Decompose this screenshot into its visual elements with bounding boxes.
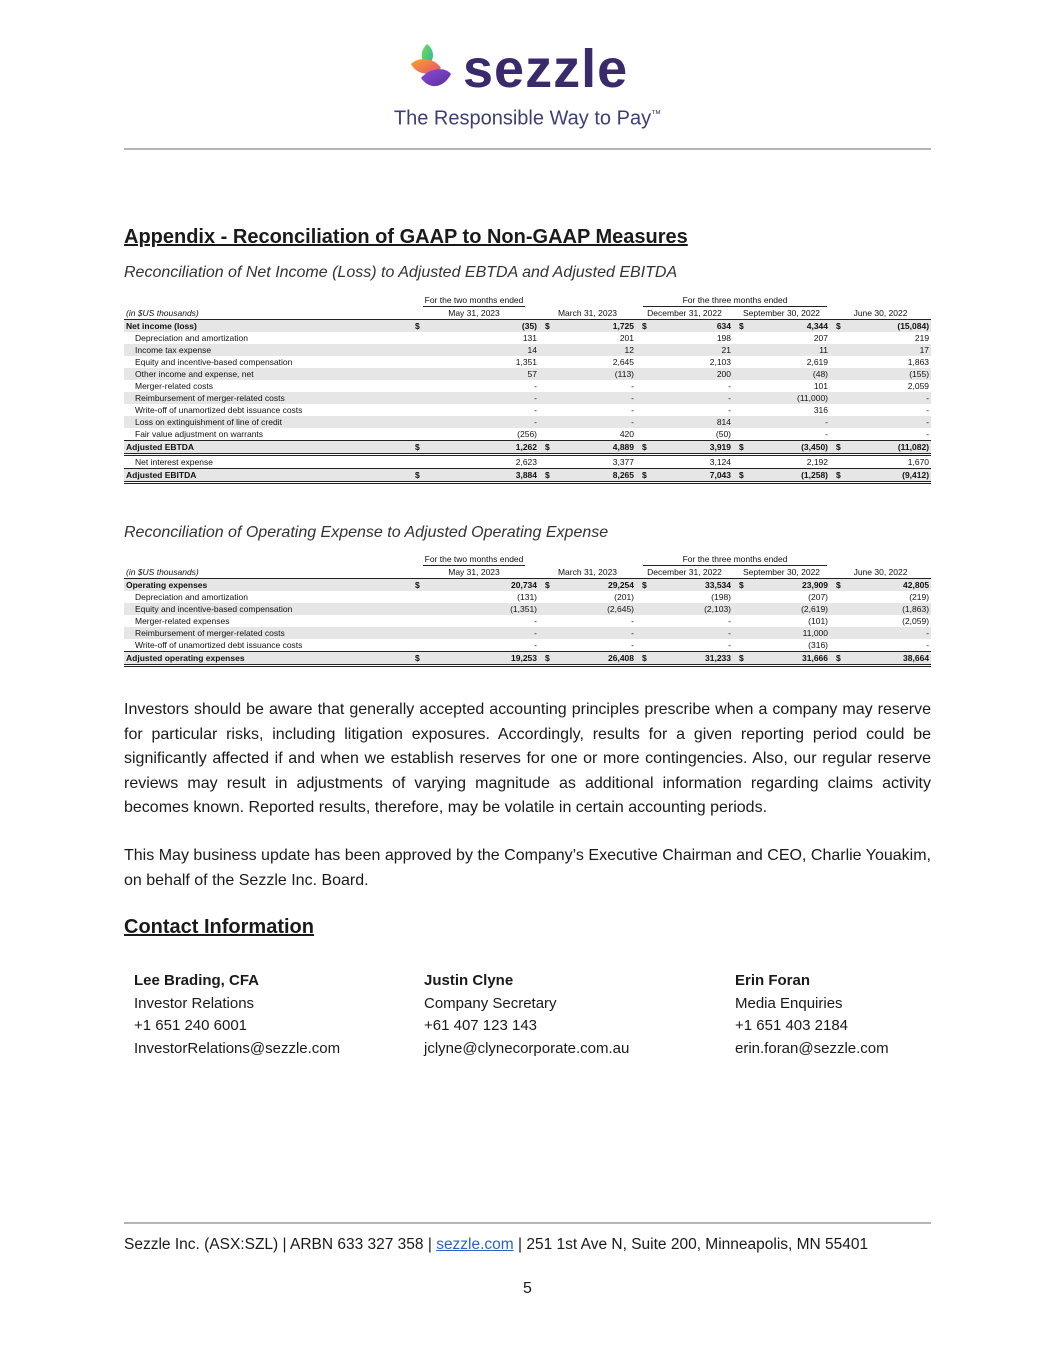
contact-name: Erin Foran bbox=[735, 972, 811, 989]
col-header: June 30, 2022 bbox=[830, 566, 931, 579]
contact-card bbox=[424, 970, 629, 1060]
currency-symbol bbox=[636, 392, 650, 404]
row-label: Income tax expense bbox=[124, 344, 409, 356]
row-value: (155) bbox=[844, 368, 931, 380]
table-row bbox=[124, 627, 931, 639]
currency-symbol bbox=[830, 615, 844, 627]
currency-symbol: $ bbox=[733, 320, 747, 333]
table-row bbox=[124, 416, 931, 428]
currency-symbol bbox=[830, 428, 844, 441]
currency-symbol bbox=[830, 344, 844, 356]
currency-symbol bbox=[539, 356, 553, 368]
row-value: 38,664 bbox=[844, 652, 931, 666]
row-value: (2,645) bbox=[553, 603, 636, 615]
table-column-header bbox=[124, 566, 931, 579]
table-column-header bbox=[124, 307, 931, 320]
row-value: 2,192 bbox=[806, 457, 829, 467]
currency-symbol bbox=[409, 416, 423, 428]
row-value: 3,884 bbox=[423, 469, 539, 483]
currency-symbol bbox=[539, 368, 553, 380]
contact-role: Media Enquiries bbox=[735, 994, 843, 1012]
currency-symbol bbox=[830, 639, 844, 652]
contact-role: Company Secretary bbox=[424, 994, 557, 1012]
row-value: 1,725 bbox=[553, 320, 636, 333]
currency-symbol bbox=[830, 404, 844, 416]
sezzle-logo-text: sezzle bbox=[463, 39, 629, 99]
currency-symbol bbox=[409, 404, 423, 416]
currency-symbol bbox=[409, 380, 423, 392]
row-label: Write-off of unamortized debt issuance costs bbox=[135, 405, 303, 415]
contact-title: Contact Information bbox=[124, 916, 314, 938]
row-value: 634 bbox=[650, 320, 733, 333]
currency-symbol: $ bbox=[409, 579, 423, 592]
table-group-header bbox=[124, 294, 931, 307]
row-label: Depreciation and amortization bbox=[135, 592, 248, 602]
footer-divider bbox=[124, 1222, 931, 1224]
group-two-months: For the two months ended bbox=[424, 554, 524, 564]
group-two-months: For the two months ended bbox=[424, 295, 524, 305]
contact-email[interactable]: erin.foran@sezzle.com bbox=[735, 1039, 889, 1057]
row-value: - bbox=[534, 640, 538, 650]
row-label: Equity and incentive-based compensation bbox=[124, 603, 409, 615]
currency-symbol: $ bbox=[636, 441, 650, 455]
row-value: (48) bbox=[747, 368, 830, 380]
row-value: - bbox=[825, 429, 829, 439]
currency-symbol bbox=[830, 380, 844, 392]
contact-card bbox=[134, 970, 340, 1060]
row-label: Operating expenses bbox=[124, 579, 409, 592]
row-value: - bbox=[423, 627, 539, 639]
table-row bbox=[124, 579, 931, 592]
currency-symbol bbox=[539, 344, 553, 356]
row-value: 2,623 bbox=[515, 457, 538, 467]
row-value: (2,619) bbox=[747, 603, 830, 615]
col-header: September 30, 2022 bbox=[733, 307, 830, 320]
row-value: 14 bbox=[423, 344, 539, 356]
table-row bbox=[124, 320, 931, 333]
row-value: 7,043 bbox=[650, 469, 733, 483]
footer-website-link[interactable]: sezzle.com bbox=[436, 1236, 514, 1253]
currency-symbol bbox=[409, 356, 423, 368]
page-footer bbox=[124, 1235, 931, 1255]
currency-symbol bbox=[636, 380, 650, 392]
row-value: - bbox=[926, 640, 930, 650]
currency-symbol bbox=[830, 368, 844, 380]
currency-symbol: $ bbox=[636, 579, 650, 592]
currency-symbol: $ bbox=[539, 579, 553, 592]
row-value: (3,450) bbox=[747, 441, 830, 455]
row-value: (201) bbox=[614, 592, 635, 602]
row-value: (35) bbox=[423, 320, 539, 333]
currency-symbol bbox=[409, 591, 423, 603]
currency-symbol bbox=[409, 344, 423, 356]
currency-symbol bbox=[409, 332, 423, 344]
currency-symbol bbox=[409, 615, 423, 627]
currency-symbol bbox=[539, 428, 553, 441]
row-label: Write-off of unamortized debt issuance costs bbox=[135, 640, 303, 650]
currency-symbol: $ bbox=[409, 652, 423, 666]
table-group-header bbox=[124, 553, 931, 566]
row-value: 2,645 bbox=[612, 357, 635, 367]
contact-phone[interactable]: +1 651 240 6001 bbox=[134, 1017, 248, 1034]
unit-label: (in $US thousands) bbox=[124, 566, 409, 579]
row-label: Reimbursement of merger-related costs bbox=[124, 627, 409, 639]
row-value: - bbox=[553, 627, 636, 639]
row-value: 57 bbox=[423, 368, 539, 380]
currency-symbol bbox=[733, 455, 747, 469]
risk-disclosure-paragraph: Investors should be aware that generally accepted accounting principles prescribe when a company may reserve for particular risks, including litigation exposures. Accordingly, results for a given reporting period could be significantly affected if and when we establish reserves for one or more contingencies. Also, our regular reserve reviews may result in adjustments of varying magnitude as additional information regarding claims activity becomes known. Reported results, therefore, may be volatile in certain accounting periods. bbox=[124, 701, 931, 816]
row-value: - bbox=[423, 416, 539, 428]
currency-symbol bbox=[830, 392, 844, 404]
row-value: (2,059) bbox=[902, 616, 930, 626]
row-value: - bbox=[728, 381, 732, 391]
row-value: (1,258) bbox=[747, 469, 830, 483]
col-header: March 31, 2023 bbox=[539, 566, 636, 579]
contact-phone[interactable]: +1 651 403 2184 bbox=[735, 1017, 849, 1034]
approval-paragraph: This May business update has been approved by the Company’s Executive Chairman and CEO, Charlie Youakim, on behalf of the Sezzle Inc. Board. bbox=[124, 847, 931, 889]
row-value: - bbox=[631, 381, 635, 391]
currency-symbol bbox=[539, 639, 553, 652]
table-row bbox=[124, 368, 931, 380]
row-label: Depreciation and amortization bbox=[135, 333, 248, 343]
table-row bbox=[124, 469, 931, 483]
currency-symbol bbox=[733, 615, 747, 627]
currency-symbol bbox=[636, 603, 650, 615]
currency-symbol: $ bbox=[539, 441, 553, 455]
currency-symbol bbox=[636, 368, 650, 380]
currency-symbol bbox=[636, 455, 650, 469]
currency-symbol bbox=[733, 344, 747, 356]
currency-symbol bbox=[539, 332, 553, 344]
row-value: (11,000) bbox=[747, 392, 830, 404]
currency-symbol bbox=[636, 591, 650, 603]
row-value: - bbox=[631, 640, 635, 650]
currency-symbol bbox=[539, 392, 553, 404]
appendix-title: Appendix - Reconciliation of GAAP to Non-GAAP Measures bbox=[124, 226, 688, 248]
row-value: 31,233 bbox=[650, 652, 733, 666]
row-value: 4,344 bbox=[747, 320, 830, 333]
row-value: 11 bbox=[747, 344, 830, 356]
currency-symbol bbox=[409, 627, 423, 639]
row-value: 11,000 bbox=[747, 627, 830, 639]
row-value: 29,254 bbox=[553, 579, 636, 592]
currency-symbol bbox=[830, 603, 844, 615]
row-value: (207) bbox=[808, 592, 829, 602]
row-label: Merger-related costs bbox=[135, 381, 213, 391]
tagline-text: The Responsible Way to Pay bbox=[393, 107, 652, 130]
col-header: September 30, 2022 bbox=[733, 566, 830, 579]
table-row bbox=[124, 380, 931, 392]
row-value: 2,619 bbox=[806, 357, 829, 367]
row-value: 42,805 bbox=[844, 579, 931, 592]
currency-symbol bbox=[830, 332, 844, 344]
row-value: 316 bbox=[813, 405, 829, 415]
row-value: 219 bbox=[914, 333, 930, 343]
row-value: - bbox=[844, 416, 931, 428]
currency-symbol: $ bbox=[636, 320, 650, 333]
row-value: 1,351 bbox=[515, 357, 538, 367]
currency-symbol: $ bbox=[636, 652, 650, 666]
row-value: 1,670 bbox=[907, 457, 930, 467]
currency-symbol bbox=[733, 356, 747, 368]
currency-symbol bbox=[830, 627, 844, 639]
row-value: 33,534 bbox=[650, 579, 733, 592]
currency-symbol bbox=[733, 416, 747, 428]
currency-symbol bbox=[830, 356, 844, 368]
row-value: 1,863 bbox=[907, 357, 930, 367]
row-label: Adjusted EBITDA bbox=[124, 469, 409, 483]
table-row bbox=[124, 441, 931, 455]
currency-symbol: $ bbox=[539, 469, 553, 483]
table-row bbox=[124, 428, 931, 441]
currency-symbol bbox=[409, 455, 423, 469]
row-label: Net interest expense bbox=[135, 457, 213, 467]
row-value: 198 bbox=[716, 333, 732, 343]
row-value: 21 bbox=[650, 344, 733, 356]
contact-card bbox=[735, 970, 889, 1060]
contact-name: Lee Brading, CFA bbox=[134, 972, 260, 989]
currency-symbol bbox=[733, 332, 747, 344]
row-value: (256) bbox=[517, 429, 538, 439]
row-value: 200 bbox=[650, 368, 733, 380]
unit-label: (in $US thousands) bbox=[124, 307, 409, 320]
row-label: Fair value adjustment on warrants bbox=[135, 429, 264, 439]
currency-symbol bbox=[733, 591, 747, 603]
row-value: 1,262 bbox=[423, 441, 539, 455]
table-row bbox=[124, 603, 931, 615]
currency-symbol bbox=[539, 455, 553, 469]
group-three-months: For the three months ended bbox=[643, 553, 828, 566]
currency-symbol bbox=[733, 404, 747, 416]
page-header bbox=[0, 38, 1055, 133]
currency-symbol bbox=[733, 639, 747, 652]
row-value: - bbox=[553, 416, 636, 428]
currency-symbol bbox=[636, 356, 650, 368]
row-value: (316) bbox=[808, 640, 829, 650]
currency-symbol bbox=[636, 344, 650, 356]
row-value: 2,103 bbox=[709, 357, 732, 367]
row-value: 17 bbox=[844, 344, 931, 356]
currency-symbol: $ bbox=[409, 469, 423, 483]
currency-symbol bbox=[636, 615, 650, 627]
row-value: - bbox=[534, 381, 538, 391]
row-value: - bbox=[650, 392, 733, 404]
row-label: Reimbursement of merger-related costs bbox=[124, 392, 409, 404]
row-value: - bbox=[631, 405, 635, 415]
currency-symbol bbox=[539, 591, 553, 603]
table-row bbox=[124, 591, 931, 603]
currency-symbol bbox=[733, 368, 747, 380]
currency-symbol bbox=[636, 639, 650, 652]
row-label: Equity and incentive-based compensation bbox=[135, 357, 293, 367]
currency-symbol bbox=[539, 380, 553, 392]
currency-symbol bbox=[539, 615, 553, 627]
currency-symbol bbox=[636, 332, 650, 344]
row-value: 23,909 bbox=[747, 579, 830, 592]
table-row bbox=[124, 344, 931, 356]
row-label: Merger-related expenses bbox=[135, 616, 230, 626]
row-value: - bbox=[728, 616, 732, 626]
currency-symbol bbox=[733, 392, 747, 404]
contact-phone[interactable]: +61 407 123 143 bbox=[424, 1017, 538, 1034]
currency-symbol: $ bbox=[830, 579, 844, 592]
table-row bbox=[124, 455, 931, 469]
row-label: Net income (loss) bbox=[124, 320, 409, 333]
row-label: Loss on extinguishment of line of credit bbox=[124, 416, 409, 428]
currency-symbol bbox=[636, 404, 650, 416]
currency-symbol bbox=[539, 416, 553, 428]
currency-symbol bbox=[733, 603, 747, 615]
row-value: - bbox=[844, 392, 931, 404]
row-value: - bbox=[534, 405, 538, 415]
row-value: (1,863) bbox=[844, 603, 931, 615]
row-value: 12 bbox=[553, 344, 636, 356]
col-header: May 31, 2023 bbox=[409, 307, 539, 320]
table-row bbox=[124, 404, 931, 416]
header-divider bbox=[124, 148, 931, 150]
row-value: (50) bbox=[715, 429, 732, 439]
currency-symbol: $ bbox=[733, 469, 747, 483]
row-value: - bbox=[844, 627, 931, 639]
row-value: 2,059 bbox=[907, 381, 930, 391]
table-row bbox=[124, 332, 931, 344]
row-value: (198) bbox=[711, 592, 732, 602]
row-value: (1,351) bbox=[423, 603, 539, 615]
table-row bbox=[124, 392, 931, 404]
currency-symbol: $ bbox=[636, 469, 650, 483]
group-three-months: For the three months ended bbox=[643, 294, 828, 307]
col-header: March 31, 2023 bbox=[539, 307, 636, 320]
currency-symbol: $ bbox=[830, 441, 844, 455]
sezzle-logo-icon bbox=[405, 42, 455, 100]
row-value: (131) bbox=[517, 592, 538, 602]
currency-symbol bbox=[409, 639, 423, 652]
row-value: 3,124 bbox=[709, 457, 732, 467]
currency-symbol: $ bbox=[830, 320, 844, 333]
currency-symbol: $ bbox=[733, 579, 747, 592]
row-value: - bbox=[631, 616, 635, 626]
footer-company-info: Sezzle Inc. (ASX:SZL) | ARBN 633 327 358 | bbox=[124, 1236, 437, 1253]
row-value: - bbox=[728, 640, 732, 650]
row-value: 4,889 bbox=[553, 441, 636, 455]
currency-symbol bbox=[539, 603, 553, 615]
row-value: - bbox=[728, 405, 732, 415]
currency-symbol: $ bbox=[830, 469, 844, 483]
row-value: (219) bbox=[909, 592, 930, 602]
ebitda-table bbox=[124, 294, 931, 484]
row-label: Adjusted operating expenses bbox=[124, 652, 409, 666]
row-value: - bbox=[650, 627, 733, 639]
currency-symbol: $ bbox=[409, 320, 423, 333]
currency-symbol bbox=[636, 428, 650, 441]
col-header: December 31, 2022 bbox=[636, 307, 733, 320]
col-header: December 31, 2022 bbox=[636, 566, 733, 579]
row-label: Other income and expense, net bbox=[124, 368, 409, 380]
row-value: - bbox=[926, 429, 930, 439]
currency-symbol bbox=[733, 380, 747, 392]
footer-address: | 251 1st Ave N, Suite 200, Minneapolis, MN 55401 bbox=[513, 1236, 869, 1253]
contact-role: Investor Relations bbox=[134, 994, 255, 1012]
row-value: 207 bbox=[813, 333, 829, 343]
currency-symbol bbox=[733, 627, 747, 639]
row-value: 3,377 bbox=[612, 457, 635, 467]
table-row bbox=[124, 356, 931, 368]
tagline bbox=[0, 102, 1055, 132]
row-value: 201 bbox=[619, 333, 635, 343]
row-value: - bbox=[926, 405, 930, 415]
currency-symbol bbox=[409, 368, 423, 380]
col-header: June 30, 2022 bbox=[830, 307, 931, 320]
row-value: 420 bbox=[619, 429, 635, 439]
row-value: (9,412) bbox=[844, 469, 931, 483]
currency-symbol: $ bbox=[539, 652, 553, 666]
row-value: (11,082) bbox=[844, 441, 931, 455]
row-value: 814 bbox=[650, 416, 733, 428]
opex-table bbox=[124, 553, 931, 667]
row-value: 31,666 bbox=[747, 652, 830, 666]
currency-symbol bbox=[830, 591, 844, 603]
row-value: 101 bbox=[813, 381, 829, 391]
row-value: 3,919 bbox=[650, 441, 733, 455]
table-row bbox=[124, 652, 931, 666]
row-value: (2,103) bbox=[650, 603, 733, 615]
table-row bbox=[124, 639, 931, 652]
trademark-mark: ™ bbox=[651, 109, 662, 120]
currency-symbol bbox=[733, 428, 747, 441]
currency-symbol bbox=[539, 404, 553, 416]
row-value: 20,734 bbox=[423, 579, 539, 592]
row-value: (101) bbox=[808, 616, 829, 626]
contact-name: Justin Clyne bbox=[424, 972, 514, 989]
row-value: 26,408 bbox=[553, 652, 636, 666]
currency-symbol: $ bbox=[830, 652, 844, 666]
table-row bbox=[124, 615, 931, 627]
ebitda-subtitle: Reconciliation of Net Income (Loss) to Adjusted EBTDA and Adjusted EBITDA bbox=[124, 264, 678, 281]
opex-subtitle: Reconciliation of Operating Expense to Adjusted Operating Expense bbox=[124, 524, 609, 541]
currency-symbol bbox=[636, 416, 650, 428]
row-value: (15,084) bbox=[844, 320, 931, 333]
row-label: Adjusted EBTDA bbox=[124, 441, 409, 455]
currency-symbol: $ bbox=[409, 441, 423, 455]
row-value: - bbox=[423, 392, 539, 404]
contact-email[interactable]: InvestorRelations@sezzle.com bbox=[134, 1039, 341, 1057]
currency-symbol bbox=[409, 428, 423, 441]
row-value: - bbox=[747, 416, 830, 428]
currency-symbol: $ bbox=[733, 441, 747, 455]
row-value: 131 bbox=[522, 333, 538, 343]
row-value: - bbox=[553, 392, 636, 404]
currency-symbol bbox=[409, 392, 423, 404]
col-header: May 31, 2023 bbox=[409, 566, 539, 579]
currency-symbol bbox=[636, 627, 650, 639]
row-value: (113) bbox=[553, 368, 636, 380]
currency-symbol: $ bbox=[733, 652, 747, 666]
currency-symbol bbox=[409, 603, 423, 615]
currency-symbol bbox=[830, 455, 844, 469]
row-value: 8,265 bbox=[553, 469, 636, 483]
row-value: - bbox=[534, 616, 538, 626]
currency-symbol bbox=[830, 416, 844, 428]
currency-symbol: $ bbox=[539, 320, 553, 333]
contact-email[interactable]: jclyne@clynecorporate.com.au bbox=[424, 1039, 630, 1057]
row-value: 19,253 bbox=[423, 652, 539, 666]
page-number: 5 bbox=[523, 1280, 532, 1297]
currency-symbol bbox=[539, 627, 553, 639]
